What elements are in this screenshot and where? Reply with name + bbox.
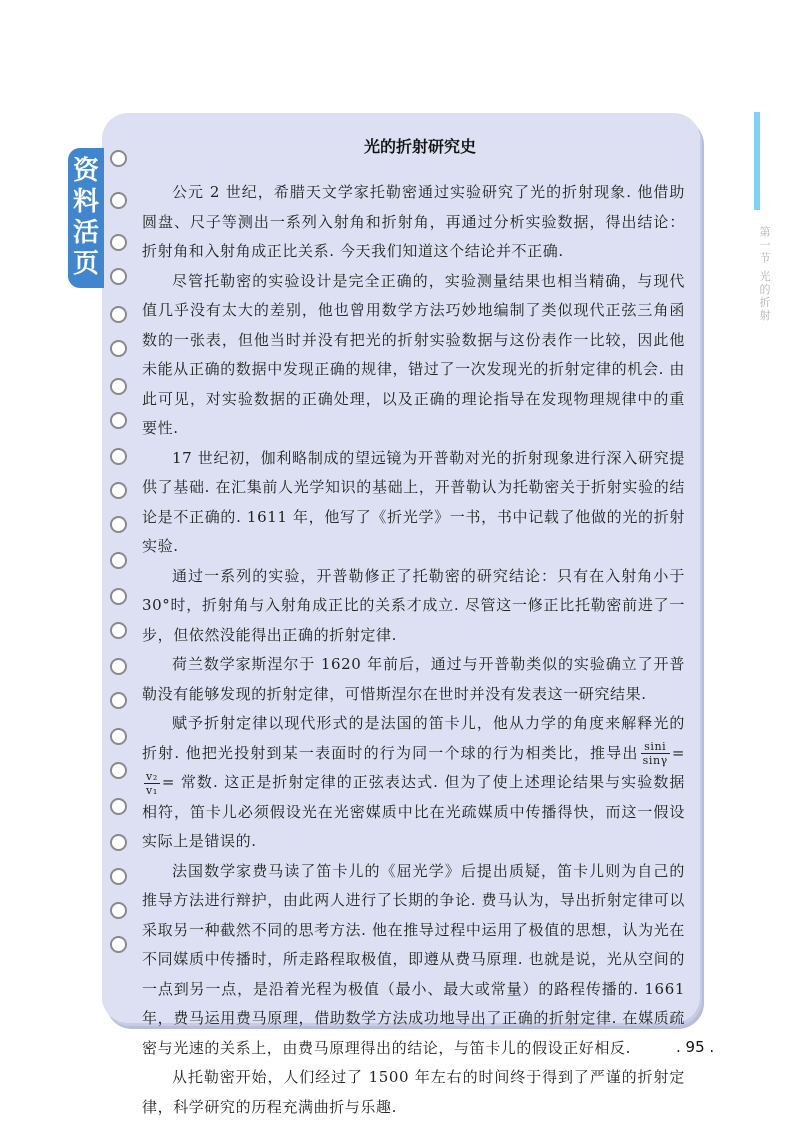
binder-ring-icon [110,150,127,167]
article-body [142,178,685,1122]
binder-ring-icon [110,798,127,815]
binder-ring-icon [110,622,127,639]
binder-ring-icon [110,192,127,209]
binder-ring-icon [110,692,127,709]
tab-char: 页 [72,249,99,279]
paragraph: 荷兰数学家斯涅尔于 1620 年前后，通过与开普勒类似的实验确立了开普勒没有能够发现的折射定律，可惜斯涅尔在世时并没有发表这一研究结果. [142,655,685,703]
velocity-ratio-fraction [144,770,160,797]
binder-ring-icon [110,268,127,285]
binder-ring-icon [110,868,127,885]
sine-ratio-fraction [641,740,670,767]
paragraph-descartes [142,709,685,857]
binder-ring-icon [110,728,127,745]
tab-char: 活 [72,218,99,248]
paragraph: 尽管托勒密的实验设计是完全正确的，实验测量结果也相当精确，与现代值几乎没有太大的差别，他也曾用数学方法巧妙地编制了类似现代正弦三角函数的一张表，但他当时并没有把光的折射实验数据与这份表作一比较，因此他未能从正确的数据中发现正确的规律，错过了一次发现光的折射定律的机会. 由此可见，对实验数据的正确处理，以及正确的理论指导在发现物理规律中的重要性. [142,271,685,437]
binder-ring-icon [110,834,127,851]
binder-ring-icon [110,340,127,357]
binder-ring-icon [110,234,127,251]
side-accent-bar [754,112,760,210]
binder-ring-icon [110,306,127,323]
binder-ring-icon [110,588,127,605]
binder-ring-icon [110,412,127,429]
descartes-text-after: = 常数. 这正是折射定律的正弦表达式. 但为了使上述理论结果与实验数据相符，笛卡儿必须假设光在光密媒质中比在光疏媒质中传播得快，而这一假设实际上是错误的. [142,773,685,850]
fraction-denominator: sinγ [642,754,668,767]
binder-ring-icon [110,902,127,919]
fraction-numerator: sini [641,740,670,754]
side-edge-text: 第一节 光的折射 [758,226,771,323]
binder-ring-icon [110,482,127,499]
paragraph: 公元 2 世纪，希腊天文学家托勒密通过实验研究了光的折射现象. 他借助圆盘、尺子等测出一系列入射角和折射角，再通过分析实验数据，得出结论：折射角和入射角成正比关系. 今天我们知道这个结论并不正确. [142,183,685,260]
tab-char: 资 [72,156,99,186]
fraction-denominator: v₁ [146,783,158,797]
page-number: . 95 . [676,1038,715,1056]
binder-ring-icon [110,658,127,675]
binder-ring-icon [110,936,127,953]
binder-ring-icon [110,552,127,569]
paragraph: 17 世纪初，伽利略制成的望远镜为开普勒对光的折射现象进行深入研究提供了基础. 在汇集前人光学知识的基础上，开普勒认为托勒密关于折射实验的结论是不正确的. 1611 年，他写了《折光学》一书，书中记载了他做的光的折射实验. [142,448,685,555]
paragraph: 从托勒密开始，人们经过了 1500 年左右的时间终于得到了严谨的折射定律，科学研究的历程充满曲折与乐趣. [142,1068,685,1116]
binder-ring-icon [110,762,127,779]
fraction-numerator: v₂ [146,769,158,783]
binder-ring-icon [110,378,127,395]
tab-char: 料 [72,187,99,217]
page-title: 光的折射研究史 [363,137,476,156]
descartes-text-before: 赋予折射定律以现代形式的是法国的笛卡儿，他从力学的角度来解释光的折射. 他把光投射到某一表面时的行为同一个球的行为相类比，推导出 [142,714,685,762]
equals-sign: = [671,743,685,762]
resource-tab [68,148,104,288]
paragraph: 通过一系列的实验，开普勒修正了托勒密的研究结论：只有在入射角小于 30°时，折射角与入射角成正比的关系才成立. 尽管这一修正比托勒密前进了一步，但依然没能得出正确的折射定律. [142,566,685,644]
paragraph: 法国数学家费马读了笛卡儿的《屈光学》后提出质疑，笛卡儿则为自己的推导方法进行辩护，由此两人进行了长期的争论. 费马认为，导出折射定律可以采取另一种截然不同的思考方法. 他在推导过程中运用了极值的思想，认为光在不同媒质中传播时，所走路程取极值，即遵从费马原理. 也就是说，光从空间的一点到另一点，是沿着光程为极值（最小、最大或常量）的路程传播的. 1661 年，费马运用费马原理，借助数学方法成功地导出了正确的折射定律. 在媒质疏密与光速的关系上，由费马原理得出的结论，与笛卡儿的假设正好相反. [142,861,685,1057]
binder-ring-icon [110,516,127,533]
binder-ring-icon [110,448,127,465]
